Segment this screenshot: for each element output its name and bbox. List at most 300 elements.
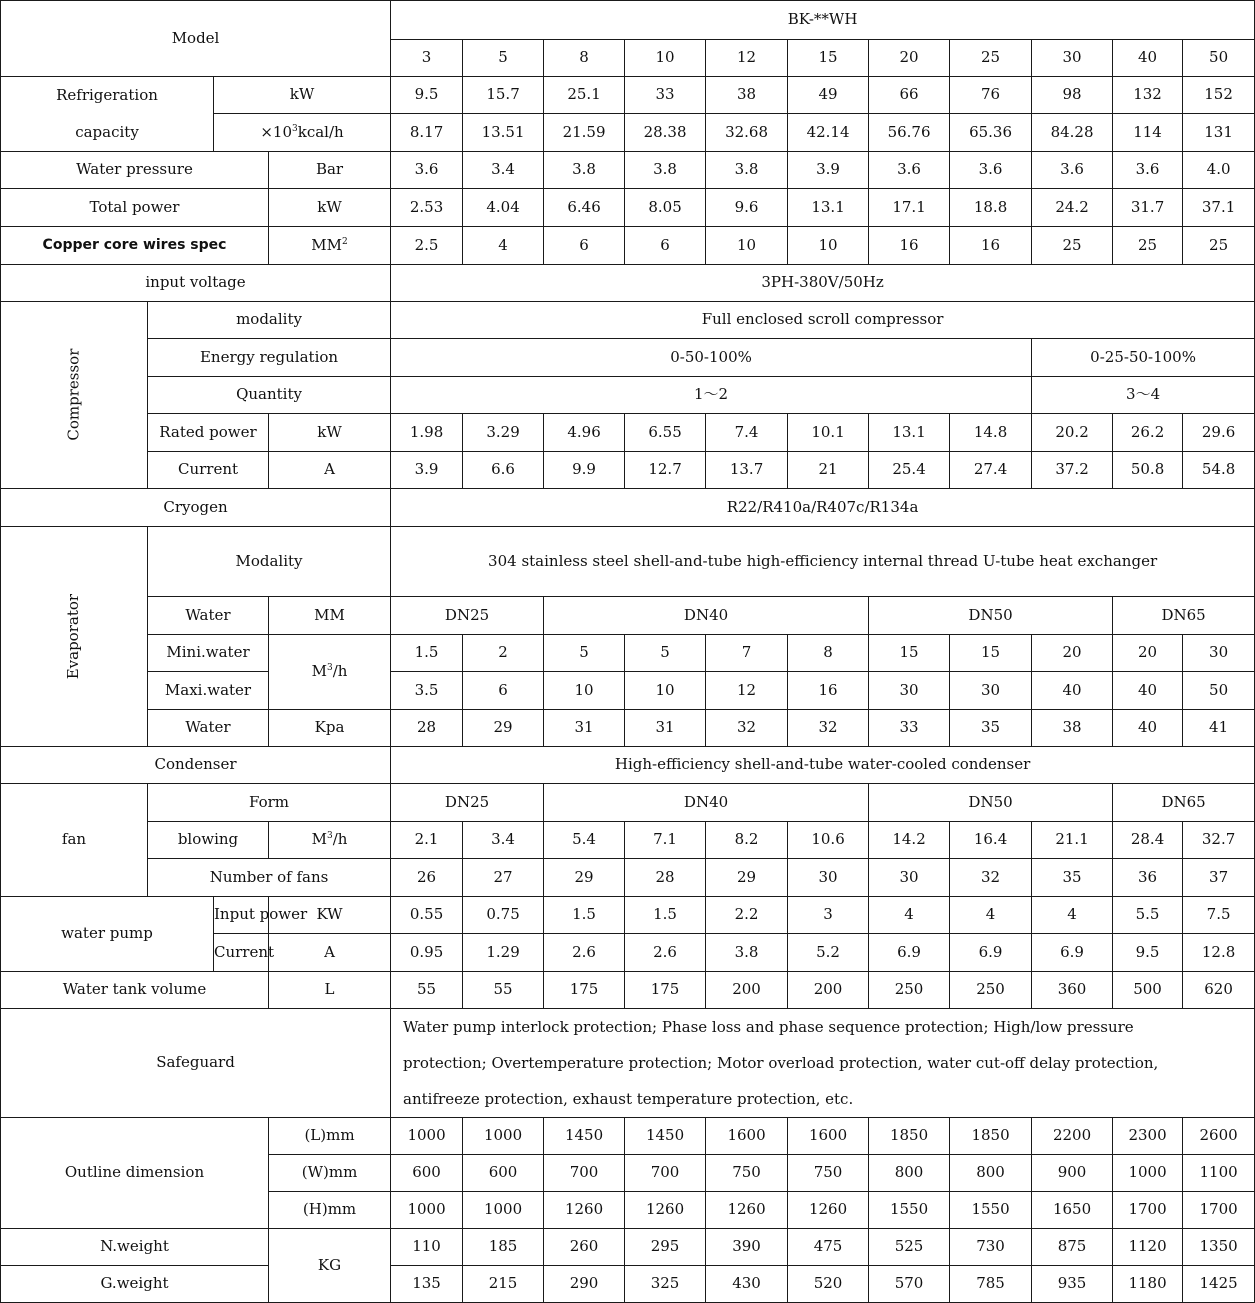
table-cell: 3.9: [391, 452, 463, 489]
table-cell: 1.98: [391, 414, 463, 452]
table-cell: 10.6: [788, 822, 869, 859]
table-cell: 28: [391, 710, 463, 747]
table-cell: 3.29: [463, 414, 544, 452]
table-cell: 1700: [1113, 1192, 1183, 1229]
table-cell: 15.7: [463, 77, 544, 114]
fan-form-row: [1, 784, 1255, 822]
table-cell: 4.0: [1183, 152, 1255, 189]
table-cell: 9.6: [706, 189, 788, 227]
table-cell: 3.5: [391, 672, 463, 710]
table-cell: 35: [1032, 859, 1113, 897]
dn-cell: DN65: [1113, 597, 1255, 635]
table-cell: 10: [625, 672, 706, 710]
quantity-row: [1, 377, 1255, 414]
table-cell: 475: [788, 1229, 869, 1266]
table-cell: 1850: [869, 1118, 950, 1155]
table-cell: 31.7: [1113, 189, 1183, 227]
table-cell: 1600: [788, 1118, 869, 1155]
table-cell: 114: [1113, 114, 1183, 152]
table-cell: 135: [391, 1266, 463, 1303]
table-cell: 600: [463, 1155, 544, 1192]
table-cell: 84.28: [1032, 114, 1113, 152]
table-cell: 98: [1032, 77, 1113, 114]
table-cell: 14.2: [869, 822, 950, 859]
table-cell: 250: [950, 972, 1032, 1009]
table-cell: 1000: [391, 1192, 463, 1229]
table-cell: 875: [1032, 1229, 1113, 1266]
condenser-row: [1, 747, 1255, 784]
unit-m3h: $M^3/h$: [269, 635, 391, 710]
table-cell: 10: [706, 227, 788, 265]
table-cell: 1260: [625, 1192, 706, 1229]
table-cell: 152: [1183, 77, 1255, 114]
quantity-a: 1～2: [391, 377, 1032, 414]
refrigeration-kw-row: [1, 77, 1255, 114]
table-cell: 13.7: [706, 452, 788, 489]
table-cell: 1000: [1113, 1155, 1183, 1192]
unit-h-mm: (H)mm: [269, 1192, 391, 1229]
table-cell: 1600: [706, 1118, 788, 1155]
pump-input-row: [1, 897, 1255, 934]
table-cell: 10.1: [788, 414, 869, 452]
table-cell: 26.2: [1113, 414, 1183, 452]
model-number: 50: [1183, 40, 1255, 77]
table-cell: 4.96: [544, 414, 625, 452]
blowing-label: blowing: [148, 822, 269, 859]
table-cell: 9.5: [391, 77, 463, 114]
table-cell: 200: [706, 972, 788, 1009]
water-pump-label: water pump: [1, 897, 214, 972]
unit-kw: kW: [269, 414, 391, 452]
table-cell: 600: [391, 1155, 463, 1192]
table-cell: 29: [544, 859, 625, 897]
table-cell: 1260: [788, 1192, 869, 1229]
table-cell: 5: [544, 635, 625, 672]
table-cell: 295: [625, 1229, 706, 1266]
table-cell: 21: [788, 452, 869, 489]
table-cell: 1350: [1183, 1229, 1255, 1266]
table-cell: 12: [706, 672, 788, 710]
maxi-water-row: [1, 672, 1255, 710]
table-cell: 3.4: [463, 152, 544, 189]
model-series-row: [1, 1, 1255, 40]
table-cell: 390: [706, 1229, 788, 1266]
table-cell: 21.59: [544, 114, 625, 152]
table-cell: 29: [706, 859, 788, 897]
table-cell: 10: [788, 227, 869, 265]
table-cell: 1000: [463, 1192, 544, 1229]
table-cell: 76: [950, 77, 1032, 114]
table-cell: 2.1: [391, 822, 463, 859]
table-cell: 3.6: [1032, 152, 1113, 189]
table-cell: 0.75: [463, 897, 544, 934]
energy-regulation-label: Energy regulation: [148, 339, 391, 377]
table-cell: 21.1: [1032, 822, 1113, 859]
table-cell: 430: [706, 1266, 788, 1303]
table-cell: 1260: [706, 1192, 788, 1229]
cryogen-label: Cryogen: [1, 489, 391, 527]
table-cell: 131: [1183, 114, 1255, 152]
table-cell: 33: [625, 77, 706, 114]
energy-regulation-b: 0-25-50-100%: [1032, 339, 1255, 377]
table-cell: 3.8: [706, 152, 788, 189]
table-cell: 6: [544, 227, 625, 265]
table-cell: 38: [1032, 710, 1113, 747]
table-cell: 32: [706, 710, 788, 747]
table-cell: 2.53: [391, 189, 463, 227]
table-cell: 2.5: [391, 227, 463, 265]
copper-label: Copper core wires spec: [1, 227, 269, 265]
safeguard-row: [1, 1009, 1255, 1118]
table-cell: 6.6: [463, 452, 544, 489]
table-cell: 2.2: [706, 897, 788, 934]
table-cell: 16: [869, 227, 950, 265]
water-label: Water: [148, 597, 269, 635]
table-cell: 54.8: [1183, 452, 1255, 489]
dimension-l-row: [1, 1118, 1255, 1155]
table-cell: 31: [544, 710, 625, 747]
table-cell: 3.6: [950, 152, 1032, 189]
table-cell: 28.38: [625, 114, 706, 152]
input-voltage-label: input voltage: [1, 265, 391, 302]
table-cell: 25: [1183, 227, 1255, 265]
table-cell: 6: [463, 672, 544, 710]
compressor-label: Compressor: [1, 302, 148, 489]
unit-kw: KW: [269, 897, 391, 934]
table-cell: 25.1: [544, 77, 625, 114]
table-cell: 1650: [1032, 1192, 1113, 1229]
table-cell: 50: [1183, 672, 1255, 710]
table-cell: 42.14: [788, 114, 869, 152]
table-cell: 785: [950, 1266, 1032, 1303]
table-cell: 1260: [544, 1192, 625, 1229]
safeguard-line: antifreeze protection, exhaust temperature protection, etc.: [403, 1090, 854, 1108]
table-cell: 730: [950, 1229, 1032, 1266]
table-cell: 7.5: [1183, 897, 1255, 934]
table-cell: 8.05: [625, 189, 706, 227]
table-cell: 3.6: [869, 152, 950, 189]
table-cell: 16: [950, 227, 1032, 265]
table-cell: 3.8: [706, 934, 788, 972]
table-cell: 1850: [950, 1118, 1032, 1155]
table-cell: 28: [625, 859, 706, 897]
dimension-label: Outline dimension: [1, 1118, 269, 1229]
model-label: Model: [1, 1, 391, 77]
table-cell: 24.2: [1032, 189, 1113, 227]
unit-kpa: Kpa: [269, 710, 391, 747]
energy-regulation-a: 0-50-100%: [391, 339, 1032, 377]
table-cell: 1180: [1113, 1266, 1183, 1303]
unit-l: L: [269, 972, 391, 1009]
table-cell: 215: [463, 1266, 544, 1303]
table-cell: 32: [950, 859, 1032, 897]
table-cell: 132: [1113, 77, 1183, 114]
table-cell: 18.8: [950, 189, 1032, 227]
table-cell: 37.2: [1032, 452, 1113, 489]
table-cell: 3.6: [1113, 152, 1183, 189]
table-cell: 37.1: [1183, 189, 1255, 227]
table-cell: 360: [1032, 972, 1113, 1009]
table-cell: 30: [869, 859, 950, 897]
table-cell: 27.4: [950, 452, 1032, 489]
table-cell: 290: [544, 1266, 625, 1303]
net-weight-row: [1, 1229, 1255, 1266]
refrigeration-label-2: capacity: [1, 114, 214, 152]
table-cell: 3: [788, 897, 869, 934]
table-cell: 10: [544, 672, 625, 710]
table-cell: 250: [869, 972, 950, 1009]
table-cell: 1000: [391, 1118, 463, 1155]
table-cell: 1100: [1183, 1155, 1255, 1192]
model-number: 10: [625, 40, 706, 77]
mini-water-row: [1, 635, 1255, 672]
table-cell: 1.29: [463, 934, 544, 972]
table-cell: 25.4: [869, 452, 950, 489]
tank-label: Water tank volume: [1, 972, 269, 1009]
table-cell: 38: [706, 77, 788, 114]
evaporator-modality-value: 304 stainless steel shell-and-tube high-efficiency internal thread U-tube heat exchanger: [391, 527, 1255, 597]
current-label: Current: [214, 934, 269, 972]
table-cell: 260: [544, 1229, 625, 1266]
table-cell: 9.5: [1113, 934, 1183, 972]
table-cell: 2600: [1183, 1118, 1255, 1155]
table-cell: 33: [869, 710, 950, 747]
table-cell: 35: [950, 710, 1032, 747]
table-cell: 20: [1113, 635, 1183, 672]
gross-weight-row: [1, 1266, 1255, 1303]
table-cell: 3.8: [625, 152, 706, 189]
water-drop-label: Water: [148, 710, 269, 747]
table-cell: 1.5: [625, 897, 706, 934]
dn-cell: DN40: [544, 784, 869, 822]
table-cell: 5.5: [1113, 897, 1183, 934]
table-cell: 570: [869, 1266, 950, 1303]
table-cell: 7.1: [625, 822, 706, 859]
gross-weight-label: G.weight: [1, 1266, 269, 1303]
unit-kw: kW: [214, 77, 391, 114]
unit-bar: Bar: [269, 152, 391, 189]
evaporator-label: Evaporator: [1, 527, 148, 747]
dn-cell: DN25: [391, 784, 544, 822]
table-cell: 4: [869, 897, 950, 934]
table-cell: 5.4: [544, 822, 625, 859]
table-cell: 1550: [869, 1192, 950, 1229]
table-cell: 5: [625, 635, 706, 672]
dn-cell: DN40: [544, 597, 869, 635]
table-cell: 50.8: [1113, 452, 1183, 489]
model-number: 15: [788, 40, 869, 77]
unit-a: A: [269, 934, 391, 972]
table-cell: 2200: [1032, 1118, 1113, 1155]
table-cell: 1.5: [391, 635, 463, 672]
table-cell: 4: [463, 227, 544, 265]
table-cell: 26: [391, 859, 463, 897]
safeguard-text: [391, 1009, 1255, 1118]
table-cell: 49: [788, 77, 869, 114]
table-cell: 31: [625, 710, 706, 747]
table-cell: 65.36: [950, 114, 1032, 152]
table-cell: 1120: [1113, 1229, 1183, 1266]
table-cell: 8.2: [706, 822, 788, 859]
table-cell: 66: [869, 77, 950, 114]
table-cell: 4: [950, 897, 1032, 934]
table-cell: 27: [463, 859, 544, 897]
table-cell: 620: [1183, 972, 1255, 1009]
table-cell: 28.4: [1113, 822, 1183, 859]
unit-w-mm: (W)mm: [269, 1155, 391, 1192]
table-cell: 2.6: [625, 934, 706, 972]
table-cell: 6.9: [1032, 934, 1113, 972]
table-cell: 15: [950, 635, 1032, 672]
table-cell: 3.9: [788, 152, 869, 189]
compressor-modality-label: modality: [148, 302, 391, 339]
input-voltage-row: [1, 265, 1255, 302]
model-number: 40: [1113, 40, 1183, 77]
table-cell: 30: [1183, 635, 1255, 672]
table-cell: 1000: [463, 1118, 544, 1155]
form-label: Form: [148, 784, 391, 822]
mini-water-label: Mini.water: [148, 635, 269, 672]
dn-cell: DN25: [391, 597, 544, 635]
rated-power-row: [1, 414, 1255, 452]
dn-cell: DN50: [869, 784, 1113, 822]
table-cell: 200: [788, 972, 869, 1009]
table-cell: 40: [1113, 710, 1183, 747]
blowing-row: [1, 822, 1255, 859]
table-cell: 520: [788, 1266, 869, 1303]
table-cell: 56.76: [869, 114, 950, 152]
table-cell: 30: [788, 859, 869, 897]
water-drop-row: [1, 710, 1255, 747]
model-number: 12: [706, 40, 788, 77]
safeguard-label: Safeguard: [1, 1009, 391, 1118]
table-cell: 7: [706, 635, 788, 672]
number-of-fans-row: [1, 859, 1255, 897]
maxi-water-label: Maxi.water: [148, 672, 269, 710]
unit-a: A: [269, 452, 391, 489]
table-cell: 185: [463, 1229, 544, 1266]
table-cell: 41: [1183, 710, 1255, 747]
table-cell: 55: [463, 972, 544, 1009]
table-cell: 700: [544, 1155, 625, 1192]
table-cell: 13.1: [869, 414, 950, 452]
table-cell: 175: [544, 972, 625, 1009]
net-weight-label: N.weight: [1, 1229, 269, 1266]
dn-cell: DN65: [1113, 784, 1255, 822]
unit-kw: kW: [269, 189, 391, 227]
model-number: 5: [463, 40, 544, 77]
quantity-label: Quantity: [148, 377, 391, 414]
table-cell: 1450: [625, 1118, 706, 1155]
table-cell: 12.8: [1183, 934, 1255, 972]
table-cell: 700: [625, 1155, 706, 1192]
water-pressure-row: [1, 152, 1255, 189]
copper-row: [1, 227, 1255, 265]
unit-l-mm: (L)mm: [269, 1118, 391, 1155]
table-cell: 750: [788, 1155, 869, 1192]
table-cell: 2.6: [544, 934, 625, 972]
evaporator-modality-row: [1, 527, 1255, 597]
table-cell: 935: [1032, 1266, 1113, 1303]
table-cell: 36: [1113, 859, 1183, 897]
table-cell: 325: [625, 1266, 706, 1303]
table-cell: 4.04: [463, 189, 544, 227]
table-cell: 32.68: [706, 114, 788, 152]
cryogen-value: R22/R410a/R407c/R134a: [391, 489, 1255, 527]
table-cell: 8: [788, 635, 869, 672]
tank-row: [1, 972, 1255, 1009]
table-cell: 40: [1113, 672, 1183, 710]
table-cell: 37: [1183, 859, 1255, 897]
cryogen-row: [1, 489, 1255, 527]
current-label: Current: [148, 452, 269, 489]
table-cell: 6.46: [544, 189, 625, 227]
total-power-row: [1, 189, 1255, 227]
table-cell: 20.2: [1032, 414, 1113, 452]
evaporator-water-row: [1, 597, 1255, 635]
table-cell: 7.4: [706, 414, 788, 452]
table-cell: 1550: [950, 1192, 1032, 1229]
condenser-label: Condenser: [1, 747, 391, 784]
table-cell: 4: [1032, 897, 1113, 934]
model-number: 25: [950, 40, 1032, 77]
table-cell: 0.55: [391, 897, 463, 934]
rated-power-label: Rated power: [148, 414, 269, 452]
table-cell: 30: [950, 672, 1032, 710]
table-cell: 14.8: [950, 414, 1032, 452]
unit-mm: MM: [269, 597, 391, 635]
table-cell: 25: [1113, 227, 1183, 265]
evaporator-modality-label: Modality: [148, 527, 391, 597]
table-cell: 500: [1113, 972, 1183, 1009]
table-cell: 110: [391, 1229, 463, 1266]
safeguard-line: protection; Overtemperature protection; Motor overload protection, water cut-off delay protection,: [403, 1054, 1159, 1072]
table-cell: 13.51: [463, 114, 544, 152]
table-cell: 29.6: [1183, 414, 1255, 452]
input-power-label: Input power: [214, 897, 269, 934]
table-cell: 29: [463, 710, 544, 747]
safeguard-line: Water pump interlock protection; Phase loss and phase sequence protection; High/low pressure: [403, 1018, 1134, 1036]
total-power-label: Total power: [1, 189, 269, 227]
table-cell: 2: [463, 635, 544, 672]
table-cell: 6.9: [950, 934, 1032, 972]
table-cell: 13.1: [788, 189, 869, 227]
table-cell: 6: [625, 227, 706, 265]
table-cell: 8.17: [391, 114, 463, 152]
table-cell: 1425: [1183, 1266, 1255, 1303]
model-number: 30: [1032, 40, 1113, 77]
refrigeration-label-1: Refrigeration: [1, 77, 214, 114]
model-number: 20: [869, 40, 950, 77]
table-cell: 175: [625, 972, 706, 1009]
model-series: BK-**WH: [391, 1, 1255, 40]
unit-m3h: $M^3/h$: [269, 822, 391, 859]
model-number: 3: [391, 40, 463, 77]
table-cell: 750: [706, 1155, 788, 1192]
table-cell: 16.4: [950, 822, 1032, 859]
table-cell: 32.7: [1183, 822, 1255, 859]
quantity-b: 3～4: [1032, 377, 1255, 414]
table-cell: 800: [869, 1155, 950, 1192]
table-cell: 40: [1032, 672, 1113, 710]
compressor-modality-value: Full enclosed scroll compressor: [391, 302, 1255, 339]
table-cell: 30: [869, 672, 950, 710]
table-cell: 900: [1032, 1155, 1113, 1192]
table-cell: 6.55: [625, 414, 706, 452]
unit-kcal: $\times 10^3kcal/h$: [214, 114, 391, 152]
table-cell: 2300: [1113, 1118, 1183, 1155]
model-number: 8: [544, 40, 625, 77]
